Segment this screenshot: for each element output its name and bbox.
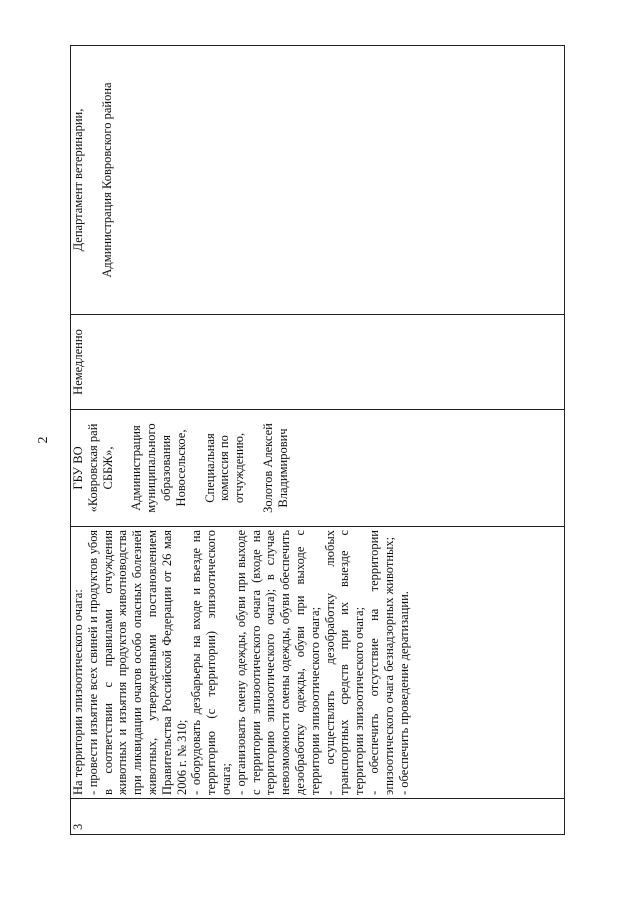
- spacer: [247, 413, 261, 523]
- measure-item: - осуществлять дезобработку любых транспортных средств при их выезде с территории эпизоотического очага;: [322, 530, 367, 795]
- term-cell: Немедленно: [71, 315, 565, 410]
- executor-line: Администрация муниципального образования Новосельское,: [129, 423, 188, 513]
- responsible-cell: [71, 46, 565, 315]
- row-number-cell: 3: [71, 799, 565, 835]
- page-number: 2: [36, 436, 51, 444]
- executor-line: «Ковровская рай СББЖ»,: [85, 423, 115, 513]
- measures-cell: [71, 527, 565, 799]
- executors-cell: [71, 410, 565, 527]
- responsible-line: Администрация Ковровского района: [99, 82, 114, 278]
- spacer: [189, 413, 203, 523]
- measure-item: - провести изъятие всех свиней и продуктов убоя в соответствии с правилами отчуждения животных и изъятия продуктов животноводства при ликвидации очагов особо опасных болезней животных, утвержденными постановлением Правительства Российской Федерации от 26 мая 2006 г. № 310;: [85, 530, 189, 795]
- measure-item: - оборудовать дезбарьеры на входе и въезде на территорию (с территории) эпизоотического очага;: [189, 530, 233, 795]
- executor-line: Специальная комиссия по отчуждению,: [202, 432, 247, 504]
- rotated-document-sheet: [36, 45, 565, 835]
- spacer: [115, 413, 129, 523]
- executor-line: ГБУ ВО: [71, 446, 85, 490]
- table-row: [71, 46, 565, 835]
- measure-item: - обеспечить отсутствие на территории эпизоотического очага безнадзорных животных;: [366, 530, 396, 795]
- spacer: [86, 49, 100, 311]
- measure-item: - обеспечить проведение дератизации.: [396, 591, 411, 795]
- measure-item: - организовать смену одежды, обуви при выходе с территории эпизоотического очага (входе на территорию эпизоотического очага); в случае невозможности смены одежды, обуви обеспечить дезобработку одежды, обуви при выходе с территории эпизоотического очага;: [233, 530, 322, 795]
- responsible-line: Департамент ветеринарии,: [71, 108, 85, 252]
- measures-heading: На территории эпизоотического очага:: [71, 589, 85, 795]
- measures-table: [70, 45, 565, 835]
- executor-line: Золотов Алексей Владимирович: [260, 423, 290, 513]
